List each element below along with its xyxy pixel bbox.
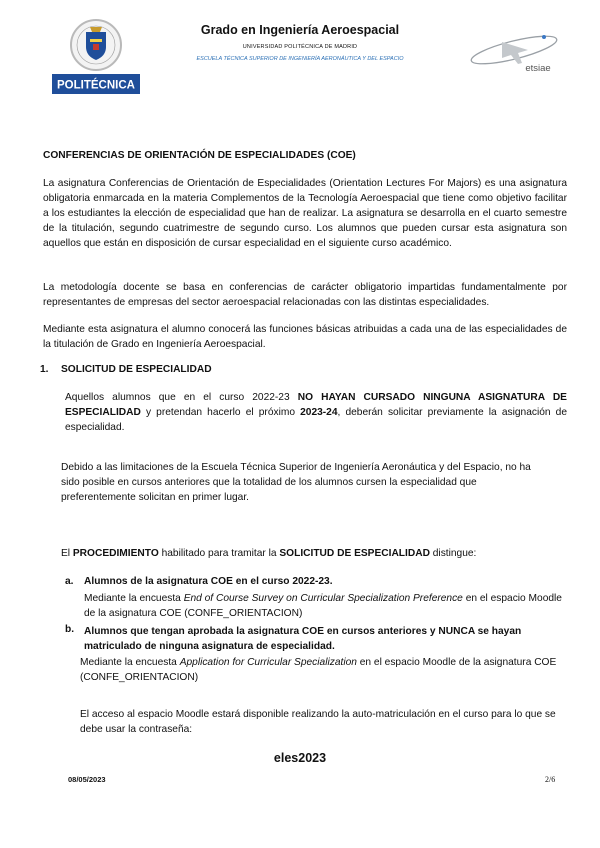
page-number: 2/6	[545, 775, 556, 784]
item-a-survey-name: End of Course Survey on Curricular Specialization Preference	[183, 593, 463, 604]
etsiae-logo-text: etsiae	[525, 63, 551, 74]
limitations-paragraph: Debido a las limitaciones de la Escuela Técnica Superior de Ingeniería Aeronáutica y del Espacio, no ha sido posible en cursos anteriores que la totalidad de los alumnos cursen la especialidad que preferentemente solicitan en primer lugar.	[61, 462, 531, 503]
eligibility-paragraph	[65, 390, 567, 435]
item-a-text-1: Mediante la encuesta	[84, 593, 184, 604]
item-b-description	[80, 655, 574, 685]
item-a-marker: a.	[65, 576, 74, 587]
etsiae-logo	[462, 28, 566, 76]
intro-paragraph: La asignatura Conferencias de Orientación de Especialidades (Orientation Lectures For Majors) es una asignatura obligatoria enmarcada en la materia Complementos de la Tecnología Aeroespacial que tiene como objetivo facilitar a los estudiantes la elección de especialidad que han de realizar. La asignatura se desarrolla en el cuarto semestre de la titulación, segundo cuatrimestre de segundo curso. Los alumnos que pueden cursar esta asignatura son aquellos que están en disposición de cursar especialidad en el siguiente curso académico.	[43, 178, 567, 249]
eligibility-highlight-2: 2023-24	[300, 407, 338, 418]
procedure-paragraph	[61, 546, 561, 561]
item-a-text-2: en el espacio Moodle de la asignatura COE (CONFE_ORIENTACION)	[84, 593, 562, 619]
eligibility-text-2: y pretendan hacerlo el próximo	[140, 407, 301, 418]
procedure-highlight-1: PROCEDIMIENTO	[72, 548, 159, 559]
item-b-survey-name: Application for Curricular Specialization	[179, 657, 357, 668]
procedure-highlight-2: SOLICITUD DE ESPECIALIDAD	[279, 548, 430, 559]
section-1-title: SOLICITUD DE ESPECIALIDAD	[61, 364, 212, 375]
eligibility-highlight-1: NO HAYAN CURSADO NINGUNA ASIGNATURA DE ESPECIALIDAD	[65, 392, 567, 418]
item-b-marker: b.	[65, 624, 75, 635]
item-a-title: Alumnos de la asignatura COE en el curso 2022-23.	[84, 576, 333, 587]
eligibility-text-3: , deberán solicitar previamente la asignación de especialidad.	[65, 407, 567, 433]
procedure-text-1: El	[61, 548, 73, 559]
header-title: Grado en Ingeniería Aeroespacial	[200, 23, 400, 37]
eligibility-text-1: Aquellos alumnos que en el curso 2022-23	[65, 392, 298, 403]
header-school: ESCUELA TÉCNICA SUPERIOR DE INGENIERÍA AERONÁUTICA Y DEL ESPACIO	[196, 56, 404, 62]
moodle-password: eles2023	[273, 751, 327, 765]
item-b-title: Alumnos que tengan aprobada la asignatura COE en cursos anteriores y NUNCA se hayan matriculado de ninguna asignatura de especialidad.	[84, 626, 522, 652]
upm-logo-text: POLITÉCNICA	[57, 79, 135, 92]
item-b-text-2: en el espacio Moodle de la asignatura COE (CONFE_ORIENTACION)	[80, 657, 557, 683]
methodology-paragraph: La metodología docente se basa en conferencias de carácter obligatorio impartidas fundamentalmente por representantes de empresas del sector aeroespacial relacionadas con las distintas especialidades.	[43, 282, 567, 308]
item-b-text-1: Mediante la encuesta	[80, 657, 180, 668]
functions-paragraph: Mediante esta asignatura el alumno conocerá las funciones básicas atribuidas a cada una de las especialidades de la titulación de Grado en Ingeniería Aeroespacial.	[43, 324, 567, 350]
item-a-description	[84, 591, 564, 621]
moodle-access-paragraph: El acceso al espacio Moodle estará disponible realizando la auto-matriculación en el curso para lo que se debe usar la contraseña:	[80, 709, 556, 735]
footer-date: 08/05/2023	[68, 775, 106, 784]
section-1-number: 1.	[40, 364, 49, 375]
procedure-text-2: habilitado para tramitar la	[158, 548, 280, 559]
header-university: UNIVERSIDAD POLITÉCNICA DE MADRID	[242, 44, 358, 50]
document-heading: CONFERENCIAS DE ORIENTACIÓN DE ESPECIALIDADES (COE)	[43, 150, 356, 161]
procedure-text-3: distingue:	[429, 548, 477, 559]
